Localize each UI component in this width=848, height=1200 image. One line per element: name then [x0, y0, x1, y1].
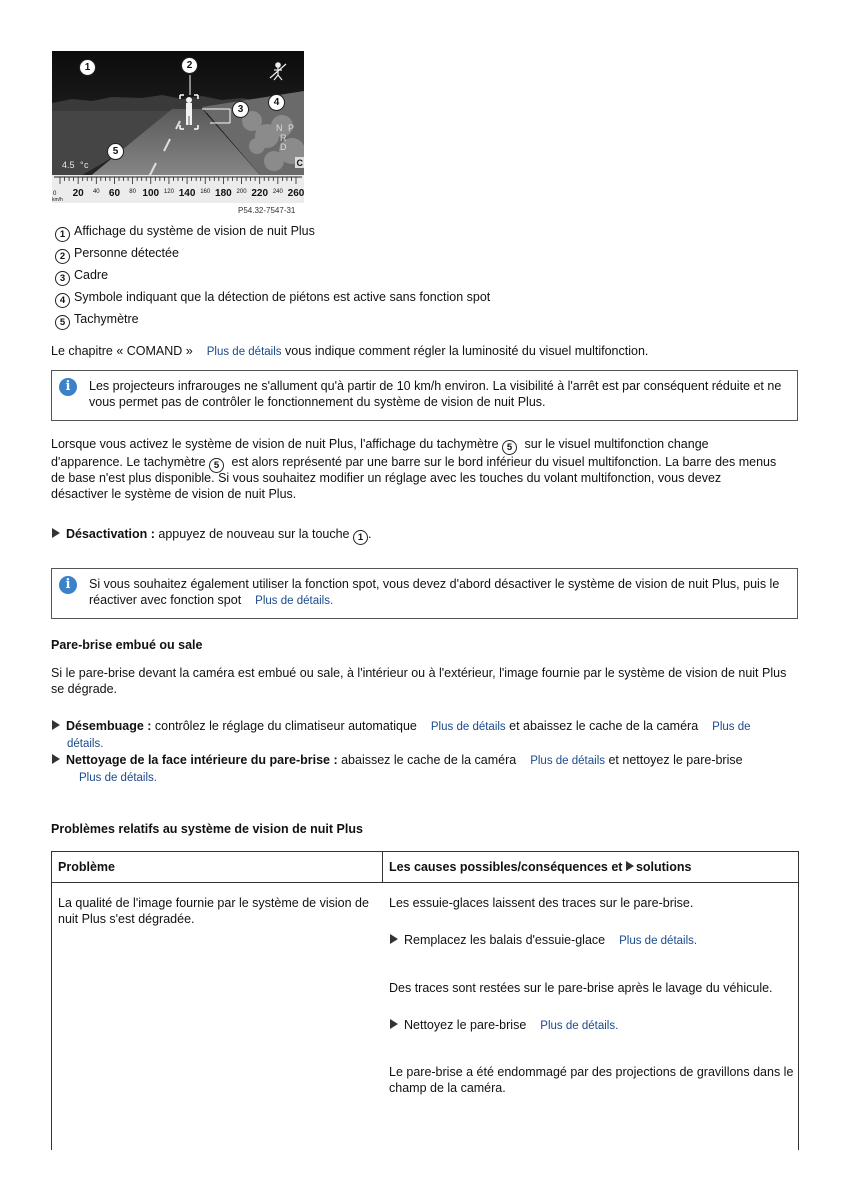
step-label: Nettoyage de la face intérieure du pare-brise : [66, 753, 338, 767]
paragraph-text: désactiver le système de vision de nuit Plus. [51, 487, 297, 501]
speed-label: 80 [129, 189, 136, 195]
number-badge: 1 [353, 530, 368, 545]
paragraph-text: Lorsque vous activez le système de vision de nuit Plus, l'affichage du tachymètre [51, 437, 503, 451]
legend-text: Tachymètre [74, 312, 139, 326]
step-arrow-icon [52, 528, 60, 538]
step-text: contrôlez le réglage du climatiseur automatique [151, 719, 417, 733]
svg-text:0: 0 [53, 191, 57, 197]
header-text: Les causes possibles/conséquences et [389, 860, 623, 874]
paragraph-text: d'apparence. Le tachymètre [51, 455, 210, 469]
speed-label: 160 [200, 189, 211, 195]
problem-cell: La qualité de l'image fournie par le système de vision de nuit Plus s'est dégradée. [58, 896, 369, 926]
night-vision-display-image [52, 51, 304, 203]
legend-text: Symbole indiquant que la détection de piétons est active sans fonction spot [74, 290, 491, 304]
speed-label: 40 [92, 189, 100, 195]
step-text: abaissez le cache de la caméra [337, 753, 517, 767]
speed-label: 180 [215, 188, 232, 199]
step-text: et abaissez le cache de la caméra [505, 719, 699, 733]
details-link[interactable]: Plus de détails [430, 721, 506, 733]
svg-text:km/h: km/h [52, 197, 63, 203]
step-arrow-icon [52, 720, 60, 730]
paragraph-text: sur le visuel multifonction change [521, 437, 709, 451]
section-title-problems: Problèmes relatifs au système de vision de nuit Plus [51, 822, 363, 836]
header-problem: Problème [58, 860, 115, 874]
speed-label: 200 [236, 189, 247, 195]
speed-label: 260 [287, 188, 304, 199]
figure-caption: P54.32-7547-31 [238, 206, 296, 215]
deactivation-step [52, 526, 371, 545]
details-link[interactable]: détails. [67, 738, 104, 750]
legend-item-5 [55, 311, 139, 330]
comand-paragraph [51, 343, 811, 360]
paragraph-text: Le chapitre « COMAND » [51, 344, 193, 358]
speed-label: 20 [72, 188, 84, 199]
legend-text: Cadre [74, 268, 109, 282]
section-title-windscreen: Pare-brise embué ou sale [51, 638, 203, 652]
speed-label: 60 [108, 188, 121, 199]
number-badge: 5 [209, 458, 224, 473]
svg-text:R: R [280, 133, 287, 143]
speed-label: 220 [251, 188, 269, 199]
svg-text:c: c [84, 160, 89, 170]
legend-item-2 [55, 245, 179, 264]
number-badge: 1 [55, 227, 70, 242]
callout-5: 5 [107, 143, 124, 160]
paragraph-text: est alors représenté par une barre sur le bord inférieur du visuel multifonction. La barre des menus [228, 455, 777, 469]
problems-table [51, 851, 799, 1150]
details-link[interactable]: Plus de détails. [619, 935, 698, 947]
cause-3: Le pare-brise a été endommagé par des projections de gravillons dans le champ de la caméra. [389, 1065, 794, 1095]
action-1 [390, 932, 697, 949]
info-text-body: Si vous souhaitez également utiliser la fonction spot, vous devez d'abord désactiver le système de vision de nuit Plus, puis le réactiver avec fonction spot [89, 577, 780, 607]
step-text: et nettoyez le pare-brise [605, 753, 743, 767]
number-badge: 5 [502, 440, 517, 455]
info-text [89, 576, 785, 609]
number-badge: 2 [55, 249, 70, 264]
details-link[interactable]: Plus de détails. [540, 1020, 619, 1032]
callout-1: 1 [79, 59, 96, 76]
step-demisting [52, 718, 797, 752]
speed-label: 100 [142, 188, 160, 199]
svg-text:P: P [288, 123, 295, 133]
info-box-infrared [51, 370, 798, 421]
details-link[interactable]: Plus de [712, 721, 751, 733]
table-header-row [52, 852, 798, 883]
number-badge: 5 [55, 315, 70, 330]
legend-text: Personne détectée [74, 246, 179, 260]
speed-label: 240 [272, 189, 283, 195]
legend-item-1 [55, 223, 315, 242]
speed-label: 140 [178, 188, 196, 199]
step-cleaning [52, 752, 797, 786]
number-badge: 3 [55, 271, 70, 286]
step-label: Désembuage : [66, 719, 152, 733]
legend-text: Affichage du système de vision de nuit Plus [74, 224, 315, 238]
info-box-spot [51, 568, 798, 619]
paragraph-text: vous indique comment régler la luminosité du visuel multifonction. [281, 344, 649, 358]
header-causes [389, 859, 692, 875]
svg-text:4.5: 4.5 [62, 160, 75, 170]
number-badge: 4 [55, 293, 70, 308]
callout-2: 2 [181, 57, 198, 74]
action-text: Nettoyez le pare-brise [404, 1018, 527, 1032]
details-link[interactable]: Plus de détails. [79, 772, 157, 784]
section-body-windscreen: Si le pare-brise devant la caméra est embué ou sale, à l'intérieur ou à l'extérieur, l'image fournie par le système de vision de nuit Plus se dégrade. [51, 666, 787, 696]
step-label: Désactivation : [66, 527, 155, 541]
svg-text:°: ° [80, 160, 84, 170]
column-divider [382, 852, 383, 882]
details-link[interactable]: Plus de détails. [255, 595, 334, 607]
legend-item-3 [55, 267, 108, 286]
svg-text:C: C [296, 158, 303, 168]
info-text: Les projecteurs infrarouges ne s'allument qu'à partir de 10 km/h environ. La visibilité à l'arrêt est par conséquent réduite et ne vous permet pas de contrôler le fonctionnement du système de vision de nuit Plus. [89, 379, 782, 409]
callout-4: 4 [268, 94, 285, 111]
step-arrow-icon [390, 1019, 398, 1029]
details-link[interactable]: Plus de détails [206, 346, 282, 358]
step-text: . [367, 527, 372, 541]
header-text: solutions [635, 860, 692, 874]
step-arrow-icon [390, 934, 398, 944]
action-text: Remplacez les balais d'essuie-glace [404, 933, 606, 947]
cause-1: Les essuie-glaces laissent des traces sur le pare-brise. [389, 896, 694, 910]
info-icon: i [59, 378, 77, 396]
cause-2: Des traces sont restées sur le pare-brise après le lavage du véhicule. [389, 981, 773, 995]
legend-item-4 [55, 289, 490, 308]
step-arrow-icon [626, 861, 634, 871]
svg-text:D: D [280, 142, 287, 152]
activation-paragraph [51, 436, 811, 502]
step-text: appuyez de nouveau sur la touche [154, 527, 353, 541]
info-icon: i [59, 576, 77, 594]
step-arrow-icon [52, 754, 60, 764]
action-2 [390, 1017, 618, 1034]
speed-label: 120 [163, 189, 174, 195]
paragraph-text: de base n'est plus disponible. Si vous souhaitez modifier un réglage avec les touches du volant multifonction, vous devez [51, 471, 722, 485]
details-link[interactable]: Plus de détails [530, 755, 605, 767]
svg-text:N: N [276, 123, 283, 133]
callout-3: 3 [232, 101, 249, 118]
